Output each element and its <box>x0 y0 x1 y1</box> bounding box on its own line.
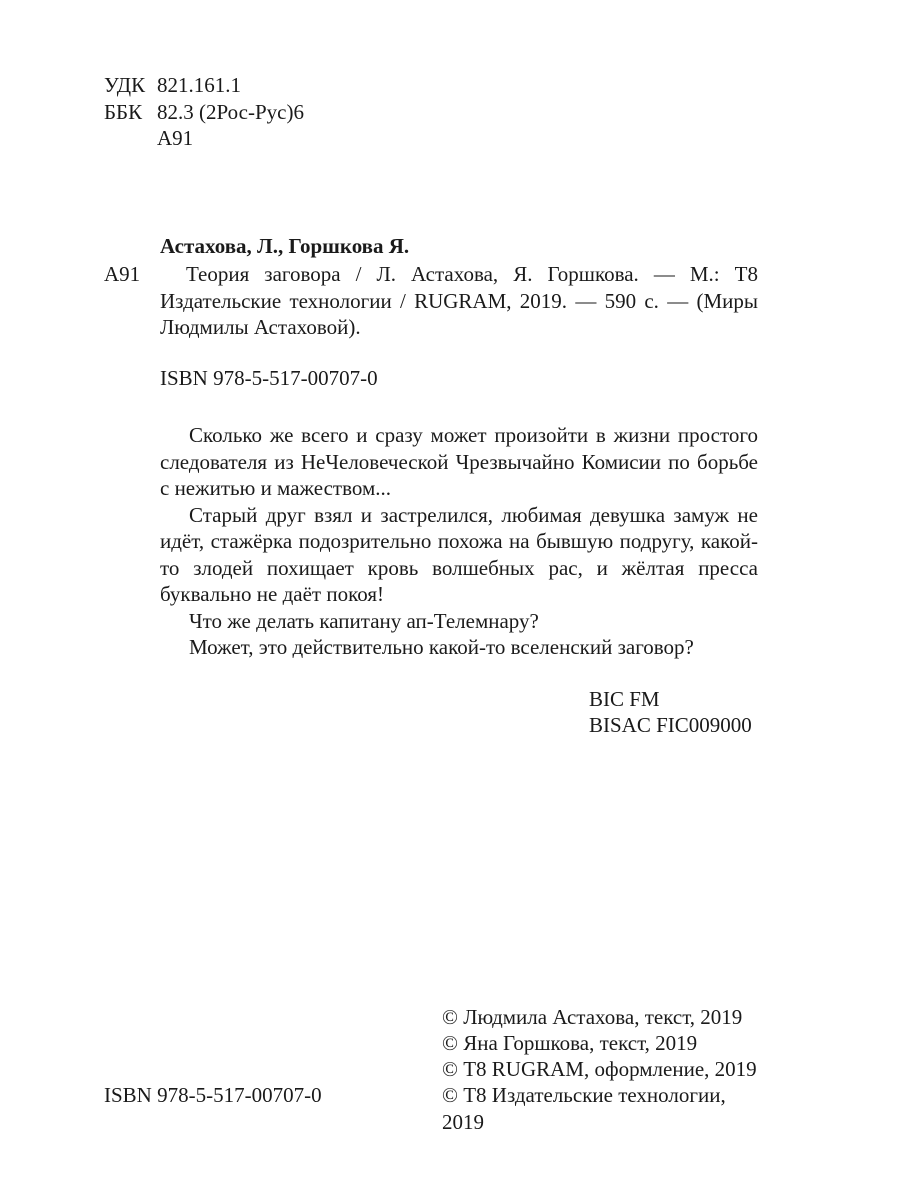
bic-code: BIC FM <box>589 687 660 711</box>
copyright-line: © Яна Горшкова, текст, 2019 <box>442 1031 698 1055</box>
isbn-line: ISBN 978-5-517-00707-0 <box>160 366 378 390</box>
copyright-line: © Т8 Издательские технологии, 2019 <box>442 1083 726 1134</box>
bibliographic-description <box>160 261 758 341</box>
author-sign-row <box>104 125 404 152</box>
udk-label: УДК <box>104 73 146 97</box>
copyright-line: © Т8 RUGRAM, оформление, 2019 <box>442 1057 757 1081</box>
annotation-paragraph: Может, это действительно какой-то вселенский заговор? <box>189 635 694 659</box>
bbk-label: ББК <box>104 99 143 124</box>
author-heading: Астахова, Л., Горшкова Я. <box>160 234 410 258</box>
copyright-list <box>442 1004 772 1134</box>
classification-codes <box>104 72 404 152</box>
footer-isbn: ISBN 978-5-517-00707-0 <box>104 1083 322 1107</box>
annotation-paragraph: Что же делать капитану ап-Телемнару? <box>189 608 539 633</box>
copyright-line: © Людмила Астахова, текст, 2019 <box>442 1005 743 1029</box>
description-text: Теория заговора / Л. Астахова, Я. Горшкова. — М.: Т8 Издательские технологии / RUGRAM, 2019. — 590 с. — (Миры Людмилы Астаховой). <box>160 262 758 339</box>
annotation <box>160 422 758 661</box>
annotation-paragraph: Сколько же всего и сразу может произойти в жизни простого следователя из НеЧеловеческой Чрезвычайно Комисии по борьбе с нежитью и мажеством... <box>160 423 758 500</box>
author-sign: А91 <box>157 126 194 150</box>
annotation-paragraph: Старый друг взял и застрелился, любимая девушка замуж не идёт, стажёрка подозрительно похожа на бывшую подругу, какой-то злодей похищает кровь волшебных рас, и жёлтая пресса буквально не даёт покоя! <box>160 502 758 606</box>
bbk-value: 82.3 (2Рос-Рус)6 <box>157 99 304 124</box>
udk-value: 821.161.1 <box>157 73 241 97</box>
udk-row <box>104 72 404 99</box>
side-author-sign: А91 <box>104 262 141 286</box>
bbk-row <box>104 99 404 126</box>
bisac-code: BISAC FIC009000 <box>589 713 752 737</box>
